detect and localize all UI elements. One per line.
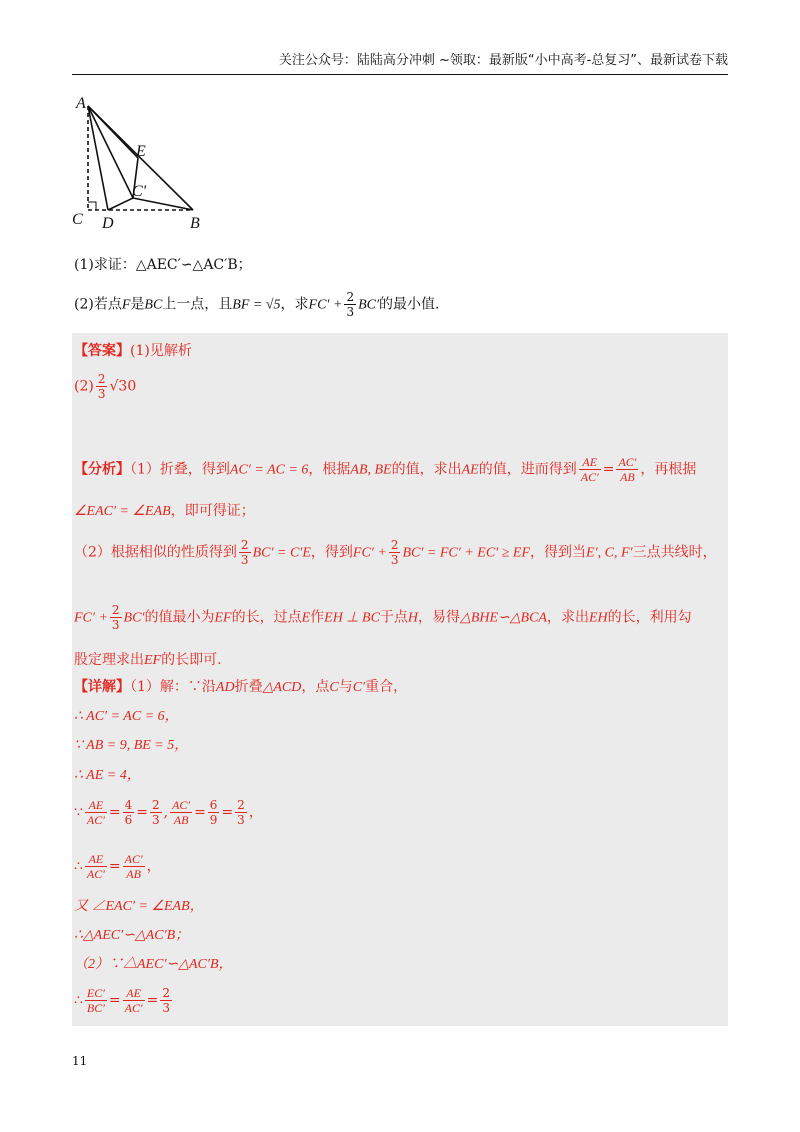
answer-line: 【答案】(1)见解析 [74, 343, 192, 359]
question-2: (2)若点F是BC上一点，且BF = √5，求FC′ + $\frac{2}{3}$ BC′的最小值. [74, 290, 440, 319]
detail-line-10: ∴ $\frac{EC'}{BC'}$ = $\frac{AE}{AC'}$ = $\frac{2}{3}$ [74, 986, 170, 1015]
page-header: 关注公众号：陆陆高分冲刺 ~领取：最新版“小中高考-总复习”、最新试卷下载 [72, 52, 728, 75]
analysis-line-4: FC′ + $\frac{2}{3}$ BC′的值最小为EF的长，过点E作EH ⊥ BC于点H，易得△BHE∽△BCA，求出EH的长，利用勾 [74, 603, 692, 632]
label-e: E [136, 143, 146, 160]
analysis-line-3: （2）根据相似的性质得到 $\frac{2}{3}$ BC′ = C′E，得到FC′ + $\frac{2}{3}$ BC′ = FC′ + EC′ ≥ EF，得到当E′, C, F′三点共线时， [74, 538, 717, 567]
detail-line-9: （2）∵△AEC′∽△AC′B， [74, 957, 233, 972]
analysis-line-1: 【分析】（1）折叠，得到AC′ = AC = 6，根据AB, BE的值，求出AE的值，进而得到 $\frac{AE}{AC'}$ = $\frac{AC'}{AB}$ ，再根据 [74, 455, 697, 484]
detail-line-5: ∵ $\frac{AE}{AC'}$ = $\frac{4}{6}$ = $\frac{2}{3}$ , $\frac{AC'}{AB}$ = $\frac{6}{9}$ = $\frac{2}{3}$ ， [74, 798, 263, 827]
label-c-prime: C' [132, 183, 147, 200]
label-a: A [76, 95, 86, 112]
page-number: 11 [72, 1054, 88, 1068]
detail-line-4: ∴ AE = 4， [74, 768, 141, 783]
detail-line-8: ∴△AEC′∽△AC′B； [74, 928, 190, 943]
detail-line-6: ∴ $\frac{AE}{AC'}$ = $\frac{AC'}{AB}$ ， [74, 852, 161, 881]
analysis-line-5: 股定理求出EF的长即可. [74, 652, 222, 668]
detail-line-2: ∴ AC′ = AC = 6， [74, 709, 179, 724]
analysis-line-2: ∠EAC′ = ∠EAB，即可得证； [74, 503, 255, 519]
detail-line-3: ∵ AB = 9, BE = 5， [74, 738, 189, 753]
detail-line-7: 又 ∠EAC′ = ∠EAB， [74, 899, 204, 914]
label-b: B [190, 215, 200, 232]
detail-line-1: 【详解】（1）解：∵沿AD折叠△ACD，点C与C′重合， [74, 679, 408, 695]
answer-2: (2) $\frac{2}{3}$ √30 [74, 372, 137, 401]
label-c: C [72, 211, 83, 228]
label-d: D [102, 215, 114, 232]
question-1: (1)求证：△AEC′∽△AC′B； [74, 257, 252, 273]
geometry-figure [68, 92, 218, 232]
